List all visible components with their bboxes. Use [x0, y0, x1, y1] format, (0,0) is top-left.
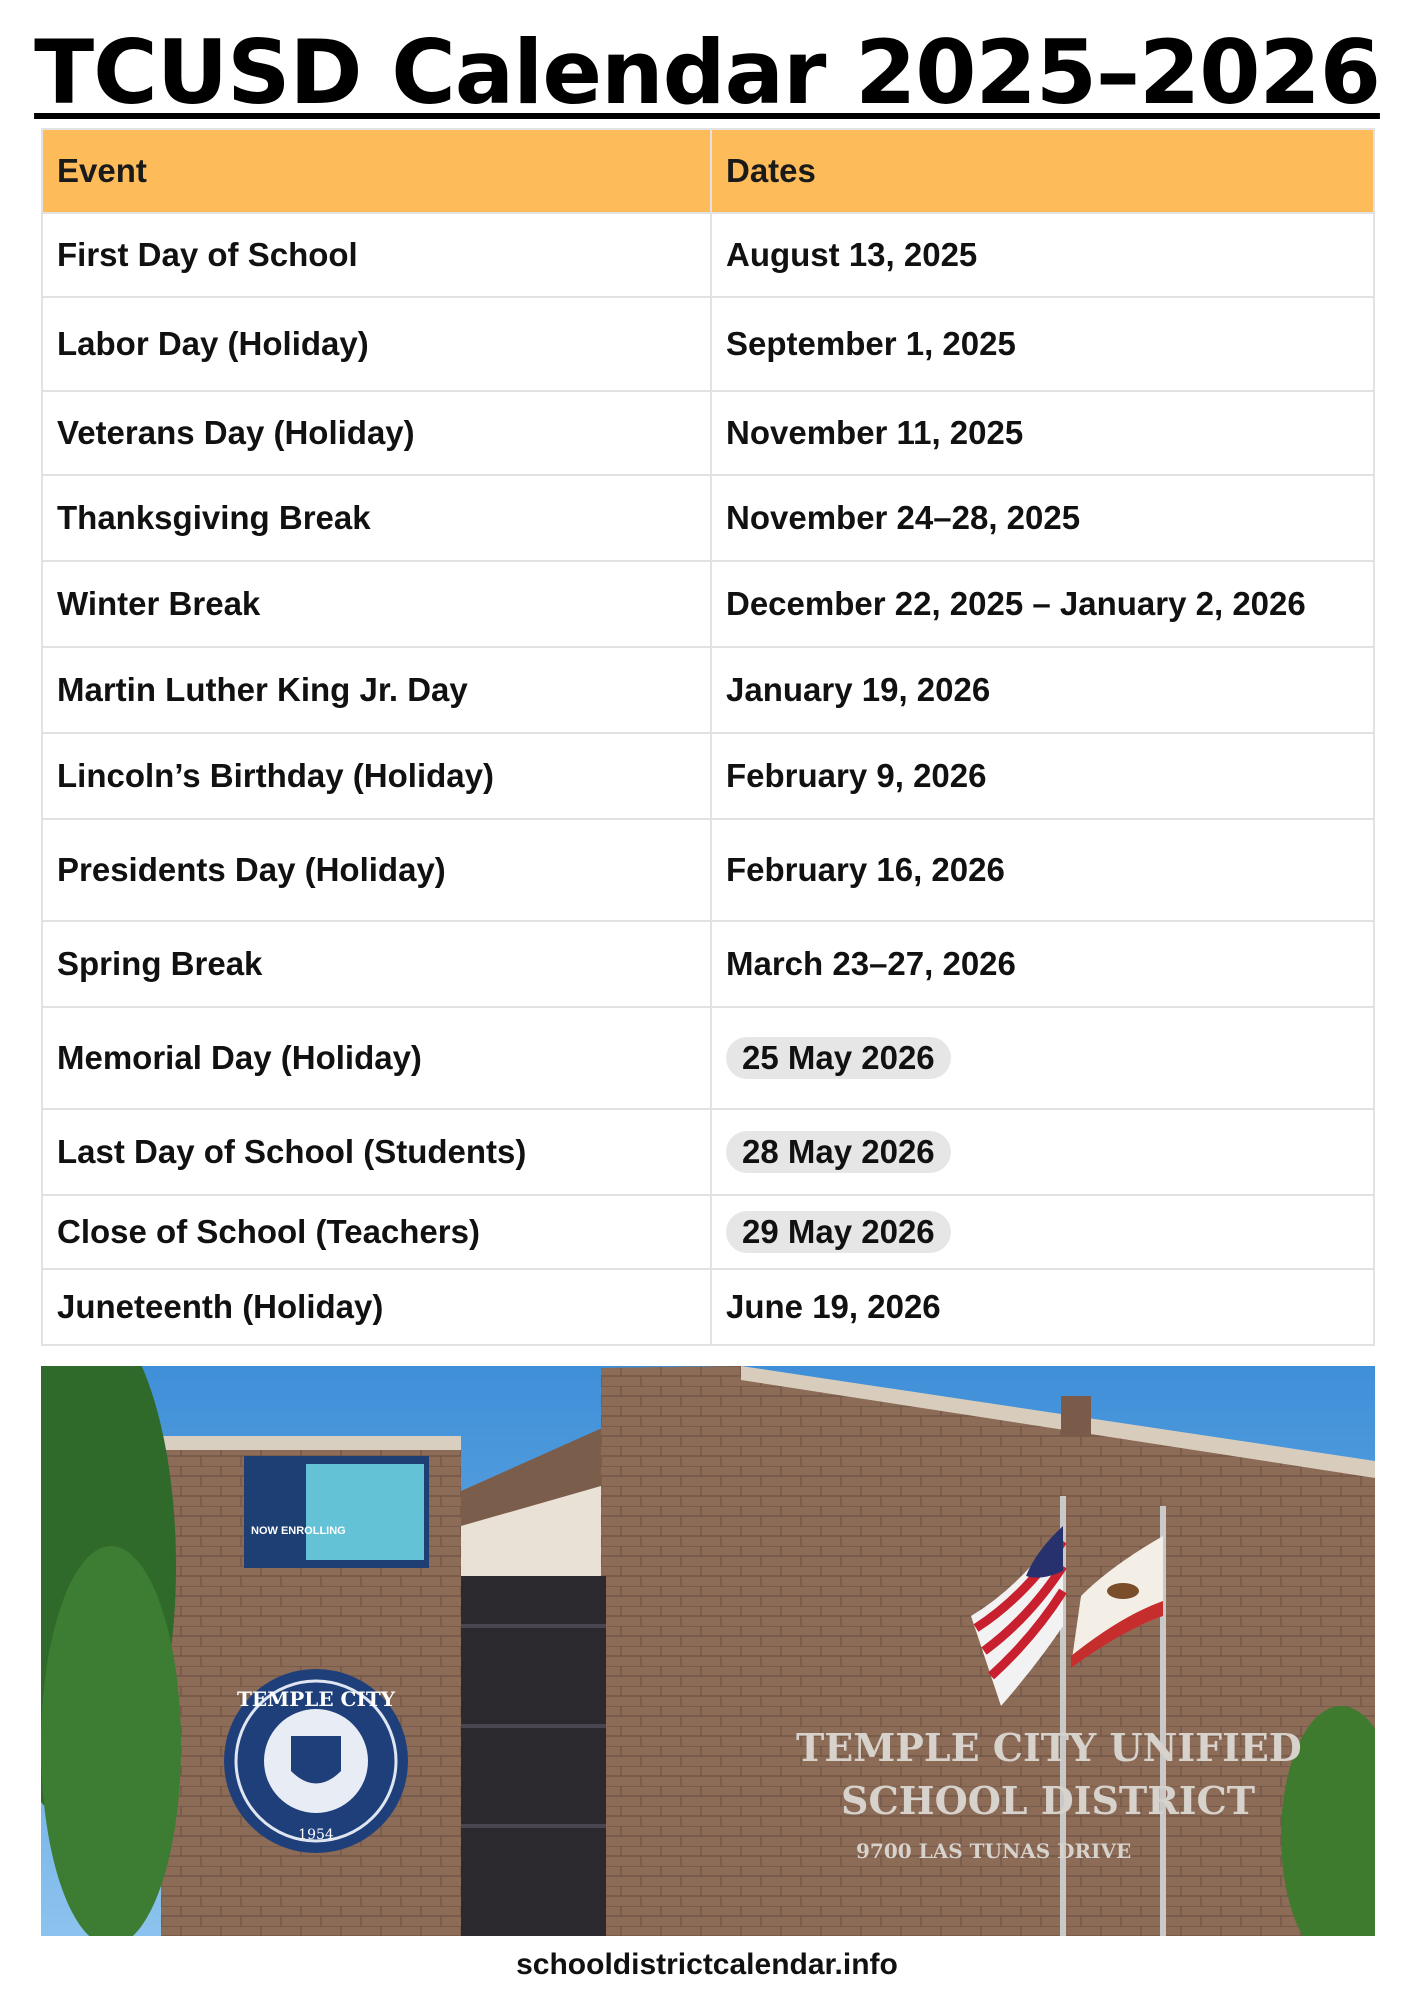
event-cell: Last Day of School (Students)	[42, 1109, 711, 1195]
date-cell	[711, 1195, 1374, 1269]
date-cell: March 23–27, 2026	[711, 921, 1374, 1007]
date-cell: February 16, 2026	[711, 819, 1374, 921]
footer-url: schooldistrictcalendar.info	[516, 1948, 898, 1981]
table-row	[42, 1195, 1374, 1269]
header-event: Event	[42, 129, 711, 213]
date-cell: November 11, 2025	[711, 391, 1374, 475]
event-cell: Spring Break	[42, 921, 711, 1007]
table-row	[42, 213, 1374, 297]
event-cell: Close of School (Teachers)	[42, 1195, 711, 1269]
event-cell: Memorial Day (Holiday)	[42, 1007, 711, 1109]
table-row	[42, 1007, 1374, 1109]
sign-line-3: 9700 LAS TUNAS DRIVE	[856, 1839, 1132, 1863]
date-cell: December 22, 2025 – January 2, 2026	[711, 561, 1374, 647]
event-cell: Juneteenth (Holiday)	[42, 1269, 711, 1345]
table-row	[42, 647, 1374, 733]
date-cell: November 24–28, 2025	[711, 475, 1374, 561]
table-row	[42, 297, 1374, 391]
header-dates: Dates	[711, 129, 1374, 213]
table-row	[42, 391, 1374, 475]
date-cell	[711, 1007, 1374, 1109]
sign-line-1: TEMPLE CITY UNIFIED	[796, 1725, 1302, 1770]
school-building-photo	[41, 1366, 1375, 1936]
event-cell: Labor Day (Holiday)	[42, 297, 711, 391]
glass-windows	[461, 1576, 606, 1936]
table-row	[42, 561, 1374, 647]
calendar-table	[41, 128, 1375, 1346]
seal-text: TEMPLE CITY	[236, 1687, 396, 1711]
event-cell: Martin Luther King Jr. Day	[42, 647, 711, 733]
table-row	[42, 921, 1374, 1007]
event-cell: Lincoln’s Birthday (Holiday)	[42, 733, 711, 819]
table-row	[42, 1109, 1374, 1195]
date-cell	[711, 1109, 1374, 1195]
table-row	[42, 733, 1374, 819]
table-row	[42, 475, 1374, 561]
event-cell: Presidents Day (Holiday)	[42, 819, 711, 921]
event-cell: First Day of School	[42, 213, 711, 297]
date-cell: August 13, 2025	[711, 213, 1374, 297]
table-row	[42, 1269, 1374, 1345]
date-highlight: 25 May 2026	[726, 1037, 951, 1079]
date-highlight: 29 May 2026	[726, 1211, 951, 1253]
date-cell: January 19, 2026	[711, 647, 1374, 733]
date-highlight: 28 May 2026	[726, 1131, 951, 1173]
event-cell: Thanksgiving Break	[42, 475, 711, 561]
date-cell: September 1, 2025	[711, 297, 1374, 391]
table-header-row	[42, 129, 1374, 213]
building-illustration	[41, 1366, 1375, 1936]
district-seal	[224, 1669, 408, 1853]
event-cell: Winter Break	[42, 561, 711, 647]
event-cell: Veterans Day (Holiday)	[42, 391, 711, 475]
page-title: TCUSD Calendar 2025–2026	[34, 21, 1380, 124]
seal-year: 1954	[298, 1827, 334, 1843]
date-cell: February 9, 2026	[711, 733, 1374, 819]
table-row	[42, 819, 1374, 921]
banner-text: NOW ENROLLING	[251, 1525, 346, 1537]
date-cell: June 19, 2026	[711, 1269, 1374, 1345]
sign-line-2: SCHOOL DISTRICT	[841, 1778, 1256, 1823]
